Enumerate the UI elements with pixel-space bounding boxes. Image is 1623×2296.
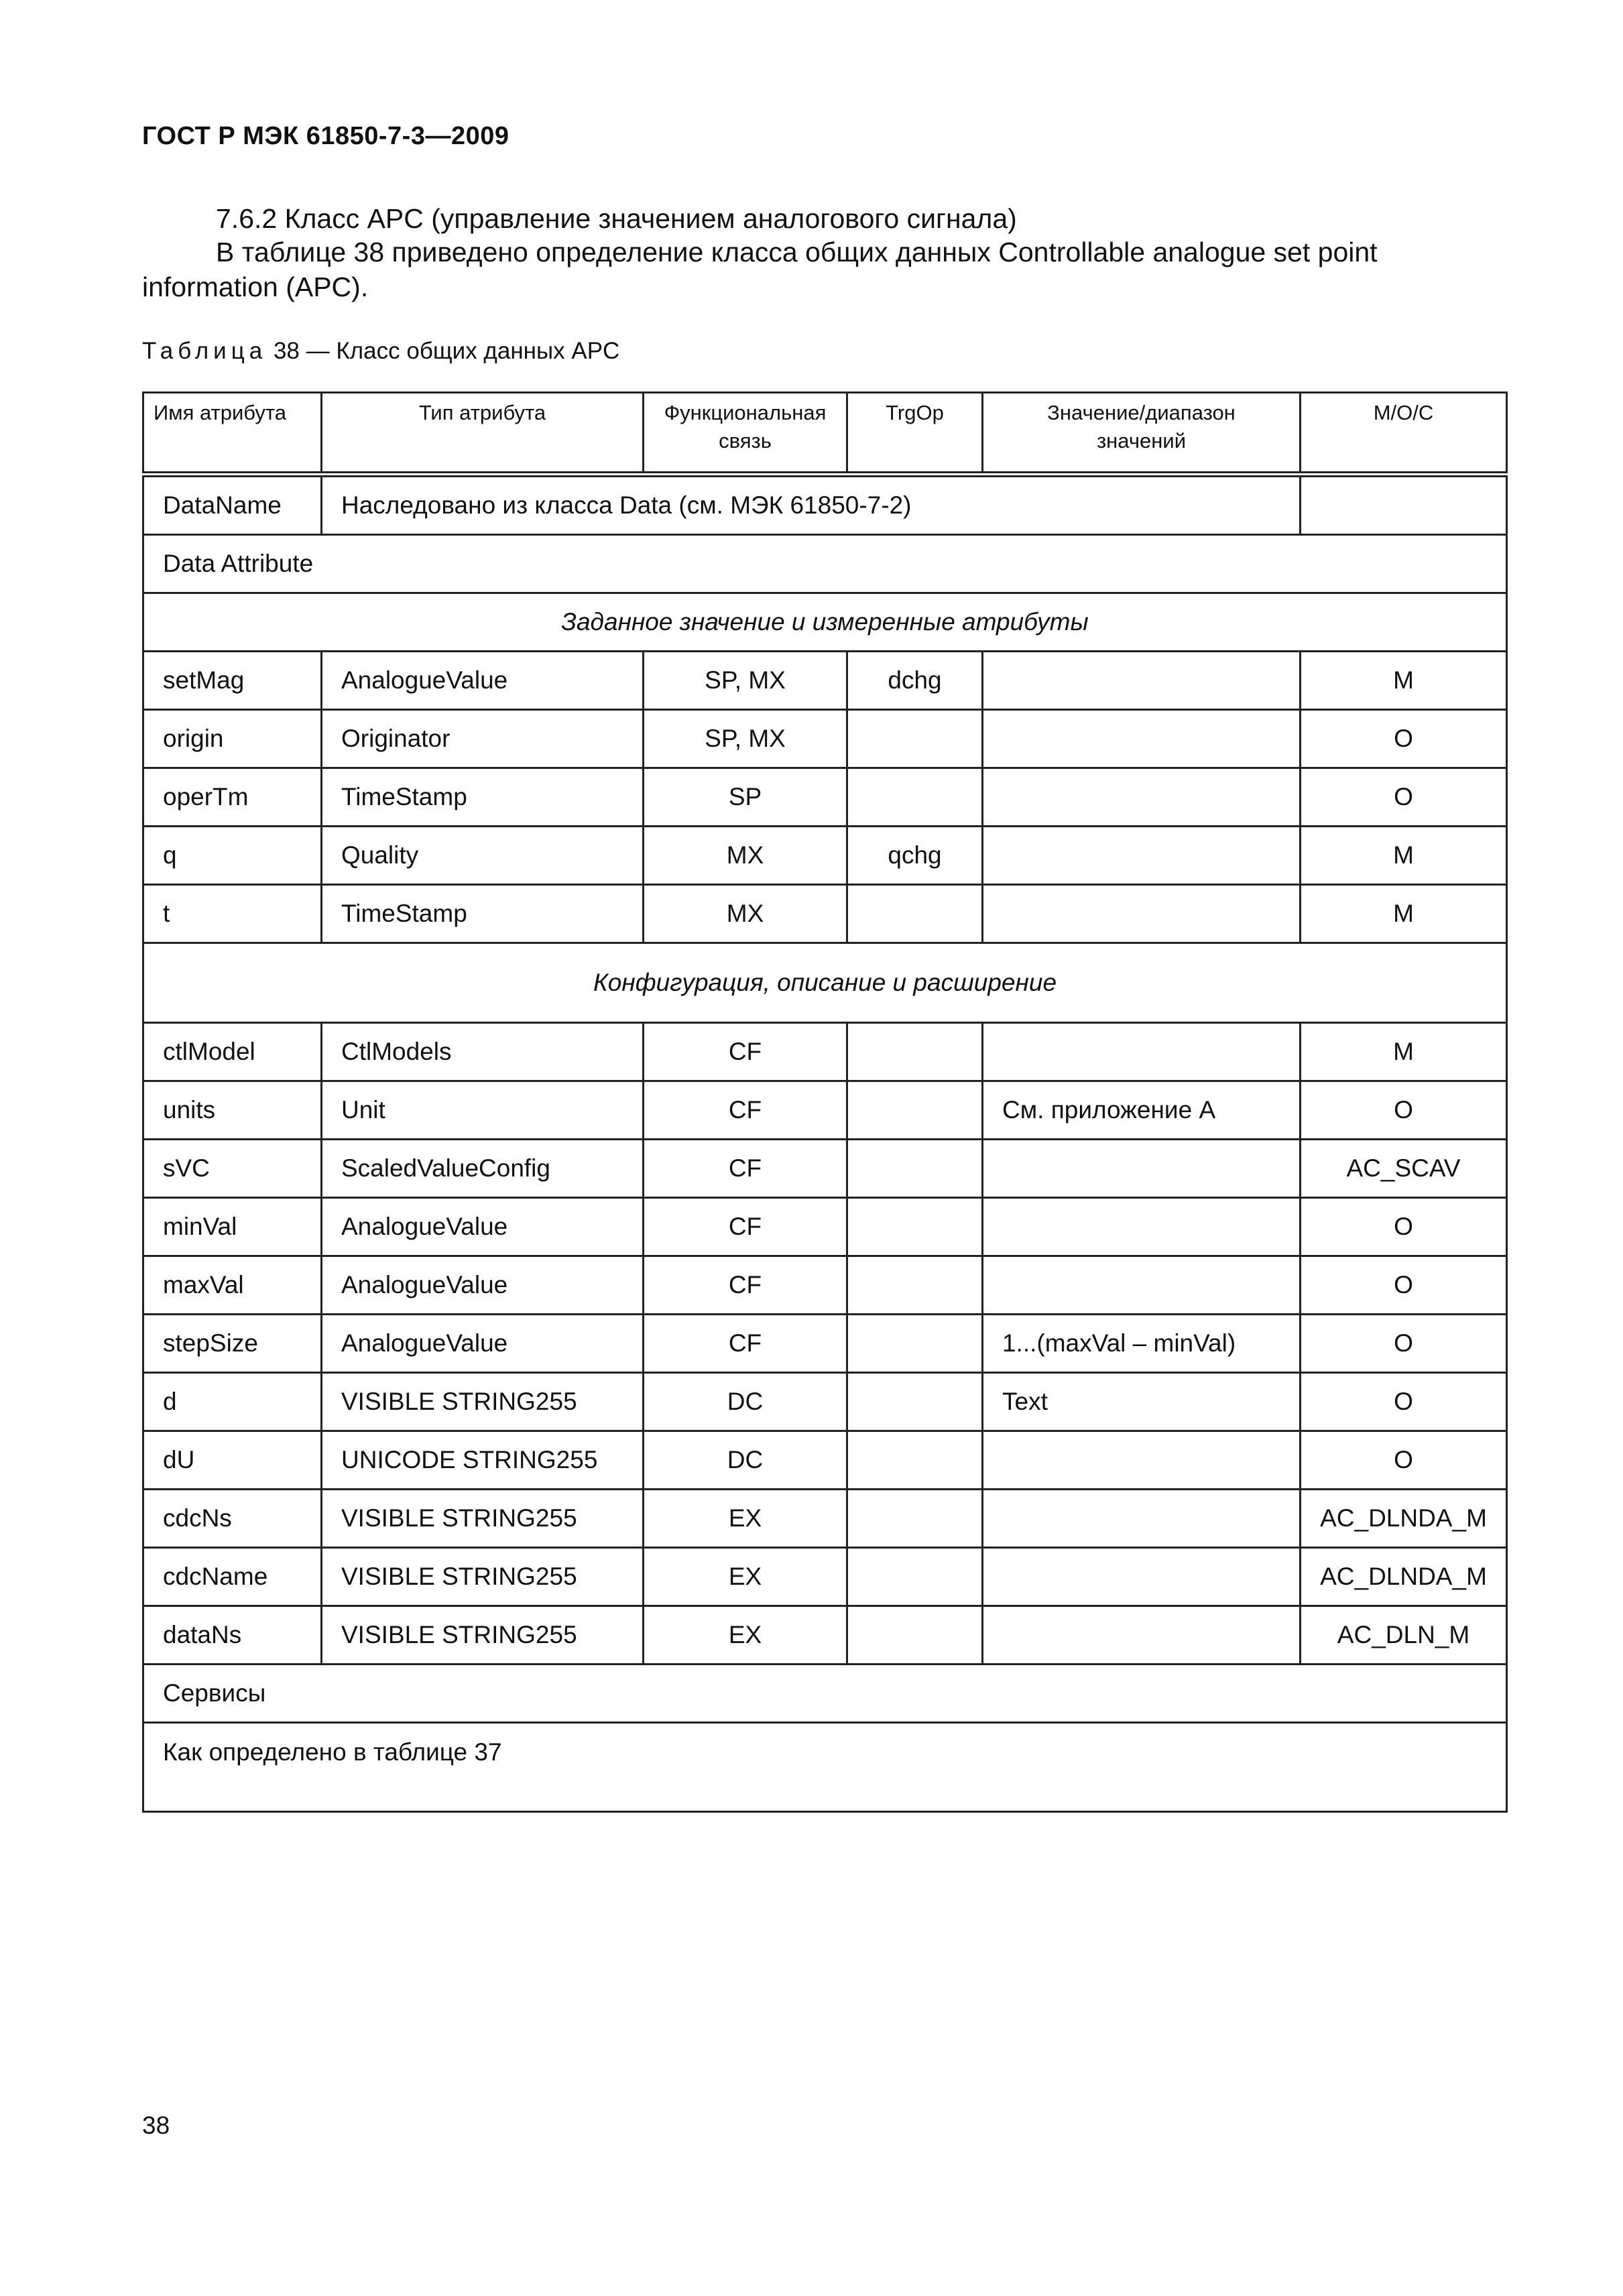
column-header: Имя атрибута bbox=[143, 393, 322, 475]
cell-attribute-type: CtlModels bbox=[322, 1023, 644, 1081]
cell-moc: O bbox=[1301, 1256, 1507, 1315]
table-row bbox=[143, 1081, 1507, 1140]
cell-attribute-name: dataNs bbox=[143, 1606, 322, 1665]
cell-functional-constraint: CF bbox=[644, 1081, 847, 1140]
table-row bbox=[143, 652, 1507, 710]
services-label: Сервисы bbox=[143, 1665, 1507, 1723]
cell-trgop bbox=[847, 710, 983, 768]
cell-attribute-type: Originator bbox=[322, 710, 644, 768]
page-number: 38 bbox=[142, 2112, 170, 2139]
table-row bbox=[143, 1431, 1507, 1490]
cell-moc: O bbox=[1301, 710, 1507, 768]
cell-inherited-text: Наследовано из класса Data (см. МЭК 61850-7-2) bbox=[322, 475, 1301, 535]
cell-trgop bbox=[847, 1490, 983, 1548]
table-caption-text: 38 — Класс общих данных APC bbox=[273, 338, 620, 364]
cell-trgop bbox=[847, 1198, 983, 1256]
cell-attribute-type: Unit bbox=[322, 1081, 644, 1140]
cell-value-range: Text bbox=[983, 1373, 1301, 1431]
column-header: Тип атрибута bbox=[322, 393, 644, 475]
cell-moc: O bbox=[1301, 1198, 1507, 1256]
cell-trgop bbox=[847, 1315, 983, 1373]
cell-value-range bbox=[983, 710, 1301, 768]
table-row bbox=[143, 1606, 1507, 1665]
cell-functional-constraint: CF bbox=[644, 1198, 847, 1256]
cell-trgop bbox=[847, 1081, 983, 1140]
cell-functional-constraint: MX bbox=[644, 885, 847, 943]
cell-attribute-type: TimeStamp bbox=[322, 768, 644, 827]
table-row bbox=[143, 1373, 1507, 1431]
cell-functional-constraint: MX bbox=[644, 827, 847, 885]
cell-moc: O bbox=[1301, 768, 1507, 827]
column-header: Функциональная связь bbox=[644, 393, 847, 475]
cell-attribute-name: t bbox=[143, 885, 322, 943]
data-attribute-row bbox=[143, 535, 1507, 593]
cell-moc: M bbox=[1301, 827, 1507, 885]
cell-value-range bbox=[983, 1023, 1301, 1081]
cell-attribute-type: VISIBLE STRING255 bbox=[322, 1373, 644, 1431]
cell-functional-constraint: CF bbox=[644, 1256, 847, 1315]
intro-paragraph: В таблице 38 приведено определение класса общих данных Controllable analogue set point information (APC). bbox=[142, 237, 1378, 302]
cell-functional-constraint: SP bbox=[644, 768, 847, 827]
table-row bbox=[143, 827, 1507, 885]
cell-trgop bbox=[847, 885, 983, 943]
cell-functional-constraint: DC bbox=[644, 1431, 847, 1490]
cell-attribute-name: ctlModel bbox=[143, 1023, 322, 1081]
section-title-configuration: Конфигурация, описание и расширение bbox=[143, 943, 1507, 1023]
dataname-row bbox=[143, 475, 1507, 535]
table-caption-prefix: Таблица bbox=[142, 338, 267, 364]
cell-attribute-name: cdcNs bbox=[143, 1490, 322, 1548]
cell-functional-constraint: CF bbox=[644, 1023, 847, 1081]
cell-attribute-type: AnalogueValue bbox=[322, 652, 644, 710]
services-text-row bbox=[143, 1723, 1507, 1812]
cell-value-range bbox=[983, 652, 1301, 710]
cell-value-range bbox=[983, 1140, 1301, 1198]
cell-attribute-type: ScaledValueConfig bbox=[322, 1140, 644, 1198]
cell-attribute-name: d bbox=[143, 1373, 322, 1431]
column-header: M/O/C bbox=[1301, 393, 1507, 475]
cell-attribute-name: DataName bbox=[143, 475, 322, 535]
cell-moc: M bbox=[1301, 1023, 1507, 1081]
cell-functional-constraint: SP, MX bbox=[644, 710, 847, 768]
cell-attribute-type: AnalogueValue bbox=[322, 1315, 644, 1373]
cell-attribute-name: q bbox=[143, 827, 322, 885]
table-row bbox=[143, 1548, 1507, 1606]
cell-value-range bbox=[983, 1256, 1301, 1315]
cell-trgop bbox=[847, 1373, 983, 1431]
cell-value-range bbox=[983, 1548, 1301, 1606]
cell-moc: AC_DLNDA_M bbox=[1301, 1548, 1507, 1606]
cell-functional-constraint: CF bbox=[644, 1140, 847, 1198]
cell-attribute-type: VISIBLE STRING255 bbox=[322, 1490, 644, 1548]
table-row bbox=[143, 710, 1507, 768]
cell-trgop bbox=[847, 768, 983, 827]
cell-attribute-type: AnalogueValue bbox=[322, 1198, 644, 1256]
section-row bbox=[143, 943, 1507, 1023]
section-title-setpoint: Заданное значение и измеренные атрибуты bbox=[143, 593, 1507, 652]
cell-value-range: См. приложение А bbox=[983, 1081, 1301, 1140]
cell-trgop bbox=[847, 1431, 983, 1490]
services-text: Как определено в таблице 37 bbox=[143, 1723, 1507, 1812]
apc-class-table bbox=[142, 391, 1508, 1813]
table-row bbox=[143, 1315, 1507, 1373]
cell-functional-constraint: EX bbox=[644, 1490, 847, 1548]
cell-moc: AC_DLN_M bbox=[1301, 1606, 1507, 1665]
cell-functional-constraint: SP, MX bbox=[644, 652, 847, 710]
cell-attribute-name: origin bbox=[143, 710, 322, 768]
cell-attribute-type: VISIBLE STRING255 bbox=[322, 1606, 644, 1665]
column-header: Значение/диапазон значений bbox=[983, 393, 1301, 475]
cell-trgop bbox=[847, 1023, 983, 1081]
cell-functional-constraint: CF bbox=[644, 1315, 847, 1373]
cell-moc: AC_SCAV bbox=[1301, 1140, 1507, 1198]
cell-value-range bbox=[983, 827, 1301, 885]
cell-attribute-name: maxVal bbox=[143, 1256, 322, 1315]
section-heading: 7.6.2 Класс APC (управление значением аналогового сигнала) bbox=[216, 203, 1017, 234]
cell-empty bbox=[1301, 475, 1507, 535]
cell-moc: O bbox=[1301, 1373, 1507, 1431]
table-row bbox=[143, 1140, 1507, 1198]
cell-attribute-type: VISIBLE STRING255 bbox=[322, 1548, 644, 1606]
cell-value-range: 1...(maxVal – minVal) bbox=[983, 1315, 1301, 1373]
cell-attribute-name: dU bbox=[143, 1431, 322, 1490]
table-row bbox=[143, 1023, 1507, 1081]
cell-functional-constraint: EX bbox=[644, 1548, 847, 1606]
cell-functional-constraint: DC bbox=[644, 1373, 847, 1431]
cell-attribute-name: minVal bbox=[143, 1198, 322, 1256]
table-caption bbox=[142, 338, 619, 365]
cell-moc: M bbox=[1301, 885, 1507, 943]
table-row bbox=[143, 1198, 1507, 1256]
table-row bbox=[143, 1490, 1507, 1548]
table-row bbox=[143, 1256, 1507, 1315]
cell-attribute-name: setMag bbox=[143, 652, 322, 710]
cell-trgop: qchg bbox=[847, 827, 983, 885]
column-header: TrgOp bbox=[847, 393, 983, 475]
cell-trgop bbox=[847, 1548, 983, 1606]
cell-attribute-name: units bbox=[143, 1081, 322, 1140]
cell-moc: AC_DLNDA_M bbox=[1301, 1490, 1507, 1548]
data-attribute-label: Data Attribute bbox=[143, 535, 1507, 593]
cell-attribute-type: Quality bbox=[322, 827, 644, 885]
cell-trgop bbox=[847, 1606, 983, 1665]
cell-functional-constraint: EX bbox=[644, 1606, 847, 1665]
cell-attribute-name: cdcName bbox=[143, 1548, 322, 1606]
cell-value-range bbox=[983, 1490, 1301, 1548]
cell-trgop bbox=[847, 1140, 983, 1198]
cell-trgop: dchg bbox=[847, 652, 983, 710]
cell-value-range bbox=[983, 885, 1301, 943]
table-row bbox=[143, 768, 1507, 827]
cell-moc: O bbox=[1301, 1081, 1507, 1140]
cell-trgop bbox=[847, 1256, 983, 1315]
cell-attribute-type: UNICODE STRING255 bbox=[322, 1431, 644, 1490]
cell-attribute-type: TimeStamp bbox=[322, 885, 644, 943]
cell-value-range bbox=[983, 768, 1301, 827]
cell-moc: O bbox=[1301, 1431, 1507, 1490]
cell-moc: M bbox=[1301, 652, 1507, 710]
cell-value-range bbox=[983, 1606, 1301, 1665]
cell-value-range bbox=[983, 1198, 1301, 1256]
section-row bbox=[143, 593, 1507, 652]
table-row bbox=[143, 885, 1507, 943]
cell-attribute-type: AnalogueValue bbox=[322, 1256, 644, 1315]
cell-attribute-name: operTm bbox=[143, 768, 322, 827]
cell-attribute-name: sVC bbox=[143, 1140, 322, 1198]
table-header-row bbox=[143, 393, 1507, 475]
cell-value-range bbox=[983, 1431, 1301, 1490]
services-label-row bbox=[143, 1665, 1507, 1723]
cell-attribute-name: stepSize bbox=[143, 1315, 322, 1373]
document-header: ГОСТ Р МЭК 61850-7-3—2009 bbox=[142, 122, 509, 150]
cell-moc: O bbox=[1301, 1315, 1507, 1373]
